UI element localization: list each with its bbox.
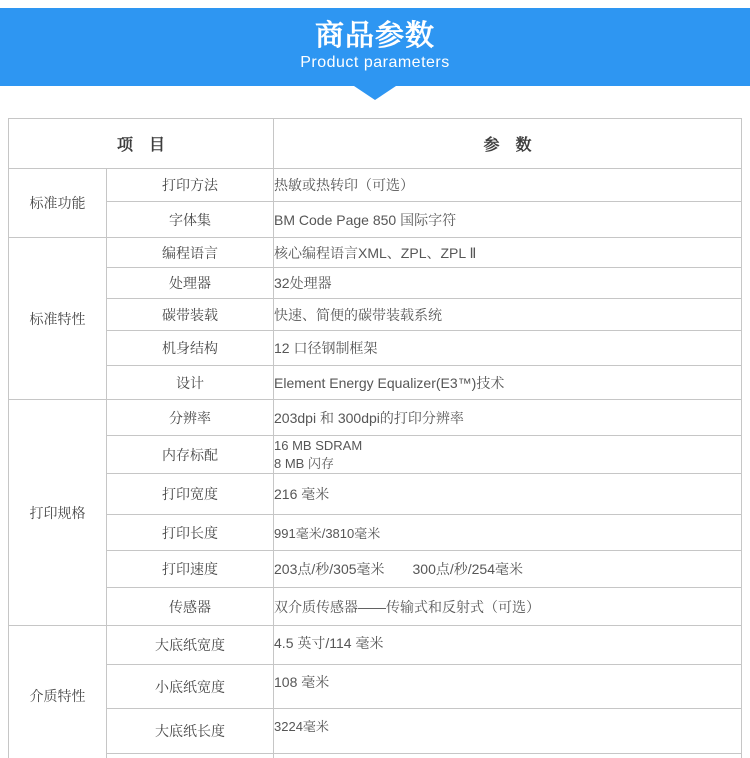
category-cell-print-specs: 打印规格 <box>9 400 107 626</box>
spec-table-container <box>8 118 742 758</box>
table-row <box>9 665 742 709</box>
row-label: 传感器 <box>107 588 274 626</box>
row-value: Element Energy Equalizer(E3™)技术 <box>274 366 742 400</box>
row-label: 内存标配 <box>107 436 274 474</box>
row-label: 处理器 <box>107 268 274 299</box>
row-value: 3224毫米 <box>274 709 742 754</box>
table-row <box>9 474 742 515</box>
row-value: 991毫米/3810毫米 <box>274 515 742 551</box>
product-parameters-table <box>8 118 742 758</box>
product-parameters-banner <box>0 8 750 86</box>
category-cell-media-features: 介质特性 <box>9 626 107 758</box>
table-row <box>9 400 742 436</box>
row-label: 小底纸宽度 <box>107 665 274 709</box>
row-value: 快速、简便的碳带装载系统 <box>274 299 742 331</box>
row-label: 分辨率 <box>107 400 274 436</box>
banner-subtitle: Product parameters <box>300 54 450 71</box>
table-row <box>9 551 742 588</box>
row-label: 打印宽度 <box>107 474 274 515</box>
row-label: 大底纸长度 <box>107 709 274 754</box>
row-value <box>274 436 742 474</box>
table-row <box>9 202 742 238</box>
row-label: 打印长度 <box>107 515 274 551</box>
table-row <box>9 268 742 299</box>
table-row <box>9 709 742 754</box>
table-row <box>9 436 742 474</box>
row-value: 216 毫米 <box>274 474 742 515</box>
row-label: 设计 <box>107 366 274 400</box>
table-row <box>9 515 742 551</box>
row-value: 203点/秒/305毫米 300点/秒/254毫米 <box>274 551 742 588</box>
row-value: 203dpi 和 300dpi的打印分辨率 <box>274 400 742 436</box>
arrow-down-icon <box>354 86 396 100</box>
header-param-cell: 参 数 <box>274 119 742 169</box>
row-value: BM Code Page 850 国际字符 <box>274 202 742 238</box>
table-row-partial <box>9 754 742 758</box>
table-row <box>9 238 742 268</box>
header-item-cell: 项 目 <box>9 119 274 169</box>
table-row <box>9 588 742 626</box>
row-label: 字体集 <box>107 202 274 238</box>
row-value-line-2: 8 MB 闪存 <box>274 455 334 471</box>
row-value: 108 毫米 <box>274 665 742 709</box>
row-label: 打印速度 <box>107 551 274 588</box>
table-row <box>9 331 742 366</box>
category-cell-standard-functions: 标准功能 <box>9 169 107 238</box>
row-label: 打印方法 <box>107 169 274 202</box>
row-label: 碳带装载 <box>107 299 274 331</box>
row-value-line-1: 16 MB SDRAM <box>274 437 363 453</box>
table-row <box>9 366 742 400</box>
row-value: 热敏或热转印（可选） <box>274 169 742 202</box>
row-label: 大底纸宽度 <box>107 626 274 665</box>
row-value: 4.5 英寸/114 毫米 <box>274 626 742 665</box>
row-value <box>274 754 742 758</box>
table-header-row <box>9 119 742 169</box>
row-label: 机身结构 <box>107 331 274 366</box>
row-value: 12 口径钢制框架 <box>274 331 742 366</box>
row-value: 核心编程语言XML、ZPL、ZPL Ⅱ <box>274 238 742 268</box>
category-cell-standard-features: 标准特性 <box>9 238 107 400</box>
row-value: 32处理器 <box>274 268 742 299</box>
banner-title: 商品参数 <box>314 20 435 52</box>
row-label: 编程语言 <box>107 238 274 268</box>
row-value: 双介质传感器——传输式和反射式（可选） <box>274 588 742 626</box>
row-label <box>107 754 274 758</box>
table-row <box>9 626 742 665</box>
table-row <box>9 299 742 331</box>
table-row <box>9 169 742 202</box>
